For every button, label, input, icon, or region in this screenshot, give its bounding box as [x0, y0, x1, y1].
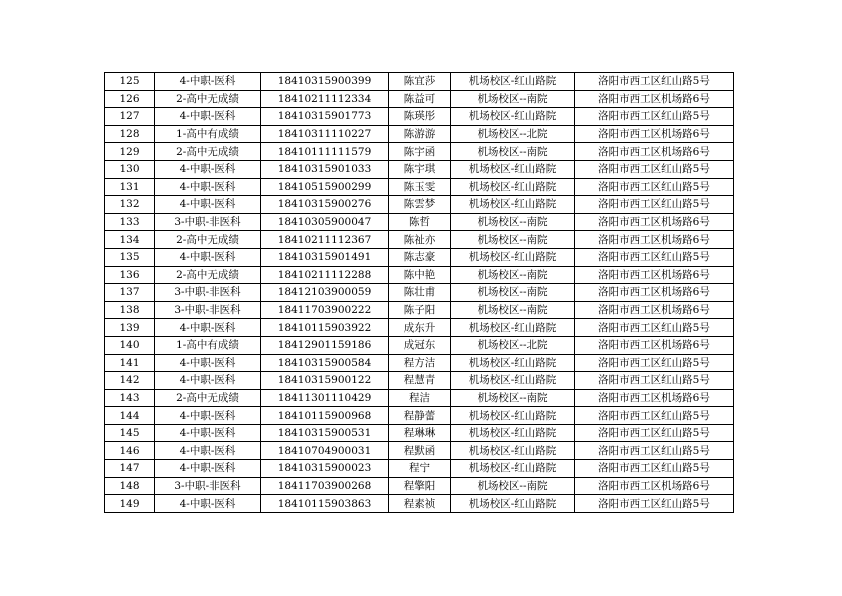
row-number-cell: 134 — [105, 231, 155, 249]
exam-id-cell: 18411301110429 — [261, 389, 389, 407]
table-row — [105, 372, 734, 390]
category-cell: 4-中职-医科 — [155, 178, 261, 196]
campus-cell: 机场校区-红山路院 — [451, 442, 575, 460]
exam-id-cell: 18410315901773 — [261, 108, 389, 126]
exam-id-cell: 18410211112288 — [261, 266, 389, 284]
table-row — [105, 477, 734, 495]
exam-id-cell: 18410305900047 — [261, 213, 389, 231]
student-name-cell: 程默函 — [389, 442, 451, 460]
address-cell: 洛阳市西工区机场路6号 — [575, 213, 734, 231]
category-cell: 2-高中无成绩 — [155, 266, 261, 284]
category-cell: 4-中职-医科 — [155, 108, 261, 126]
row-number-cell: 143 — [105, 389, 155, 407]
row-number-cell: 133 — [105, 213, 155, 231]
campus-cell: 机场校区-红山路院 — [451, 319, 575, 337]
student-name-cell: 陈壮甫 — [389, 284, 451, 302]
campus-cell: 机场校区--北院 — [451, 336, 575, 354]
row-number-cell: 138 — [105, 301, 155, 319]
exam-id-cell: 18410111111579 — [261, 143, 389, 161]
table-row — [105, 231, 734, 249]
campus-cell: 机场校区-红山路院 — [451, 354, 575, 372]
category-cell: 4-中职-医科 — [155, 372, 261, 390]
table-row — [105, 178, 734, 196]
student-name-cell: 陈哲 — [389, 213, 451, 231]
table-row — [105, 319, 734, 337]
campus-cell: 机场校区--南院 — [451, 284, 575, 302]
category-cell: 3-中职-非医科 — [155, 213, 261, 231]
table-row — [105, 284, 734, 302]
table-row — [105, 248, 734, 266]
row-number-cell: 139 — [105, 319, 155, 337]
student-name-cell: 程静蕾 — [389, 407, 451, 425]
campus-cell: 机场校区-红山路院 — [451, 178, 575, 196]
row-number-cell: 148 — [105, 477, 155, 495]
category-cell: 2-高中无成绩 — [155, 90, 261, 108]
address-cell: 洛阳市西工区红山路5号 — [575, 407, 734, 425]
exam-id-cell: 18410315900023 — [261, 460, 389, 478]
category-cell: 4-中职-医科 — [155, 442, 261, 460]
address-cell: 洛阳市西工区机场路6号 — [575, 231, 734, 249]
campus-cell: 机场校区-红山路院 — [451, 248, 575, 266]
table-row — [105, 125, 734, 143]
exam-id-cell: 18410211112367 — [261, 231, 389, 249]
category-cell: 4-中职-医科 — [155, 248, 261, 266]
exam-id-cell: 18410315900276 — [261, 196, 389, 214]
exam-id-cell: 18410115903863 — [261, 495, 389, 513]
campus-cell: 机场校区--北院 — [451, 125, 575, 143]
category-cell: 3-中职-非医科 — [155, 284, 261, 302]
row-number-cell: 129 — [105, 143, 155, 161]
campus-cell: 机场校区-红山路院 — [451, 460, 575, 478]
table-row — [105, 389, 734, 407]
student-name-cell: 陈志豪 — [389, 248, 451, 266]
address-cell: 洛阳市西工区机场路6号 — [575, 90, 734, 108]
campus-cell: 机场校区-红山路院 — [451, 372, 575, 390]
category-cell: 4-中职-医科 — [155, 354, 261, 372]
table-row — [105, 266, 734, 284]
exam-id-cell: 18410311110227 — [261, 125, 389, 143]
row-number-cell: 137 — [105, 284, 155, 302]
table-row — [105, 407, 734, 425]
exam-id-cell: 18410315901033 — [261, 160, 389, 178]
row-number-cell: 144 — [105, 407, 155, 425]
table-row — [105, 196, 734, 214]
exam-id-cell: 18410704900031 — [261, 442, 389, 460]
category-cell: 1-高中有成绩 — [155, 125, 261, 143]
table-row — [105, 301, 734, 319]
campus-cell: 机场校区--南院 — [451, 90, 575, 108]
row-number-cell: 136 — [105, 266, 155, 284]
address-cell: 洛阳市西工区机场路6号 — [575, 143, 734, 161]
address-cell: 洛阳市西工区红山路5号 — [575, 460, 734, 478]
campus-cell: 机场校区-红山路院 — [451, 424, 575, 442]
table-row — [105, 424, 734, 442]
row-number-cell: 125 — [105, 73, 155, 91]
exam-id-cell: 18410315900122 — [261, 372, 389, 390]
campus-cell: 机场校区-红山路院 — [451, 196, 575, 214]
student-roster-table — [104, 72, 734, 513]
row-number-cell: 149 — [105, 495, 155, 513]
address-cell: 洛阳市西工区机场路6号 — [575, 301, 734, 319]
address-cell: 洛阳市西工区红山路5号 — [575, 160, 734, 178]
table-row — [105, 336, 734, 354]
address-cell: 洛阳市西工区机场路6号 — [575, 389, 734, 407]
exam-id-cell: 18412901159186 — [261, 336, 389, 354]
exam-id-cell: 18411703900268 — [261, 477, 389, 495]
category-cell: 2-高中无成绩 — [155, 389, 261, 407]
address-cell: 洛阳市西工区机场路6号 — [575, 125, 734, 143]
student-name-cell: 陈宇函 — [389, 143, 451, 161]
student-name-cell: 程素祯 — [389, 495, 451, 513]
exam-id-cell: 18410115900968 — [261, 407, 389, 425]
row-number-cell: 142 — [105, 372, 155, 390]
table-row — [105, 460, 734, 478]
address-cell: 洛阳市西工区机场路6号 — [575, 266, 734, 284]
address-cell: 洛阳市西工区红山路5号 — [575, 372, 734, 390]
student-name-cell: 陈祉亦 — [389, 231, 451, 249]
table-row — [105, 495, 734, 513]
address-cell: 洛阳市西工区红山路5号 — [575, 178, 734, 196]
campus-cell: 机场校区-红山路院 — [451, 495, 575, 513]
exam-id-cell: 18410315900584 — [261, 354, 389, 372]
exam-id-cell: 18410315900531 — [261, 424, 389, 442]
exam-id-cell: 18410315901491 — [261, 248, 389, 266]
student-name-cell: 陈瑛彤 — [389, 108, 451, 126]
address-cell: 洛阳市西工区红山路5号 — [575, 354, 734, 372]
student-name-cell: 程方洁 — [389, 354, 451, 372]
address-cell: 洛阳市西工区红山路5号 — [575, 196, 734, 214]
campus-cell: 机场校区--南院 — [451, 231, 575, 249]
category-cell: 3-中职-非医科 — [155, 301, 261, 319]
table-row — [105, 73, 734, 91]
campus-cell: 机场校区--南院 — [451, 213, 575, 231]
campus-cell: 机场校区--南院 — [451, 301, 575, 319]
row-number-cell: 130 — [105, 160, 155, 178]
campus-cell: 机场校区-红山路院 — [451, 407, 575, 425]
address-cell: 洛阳市西工区机场路6号 — [575, 336, 734, 354]
row-number-cell: 126 — [105, 90, 155, 108]
student-name-cell: 成东升 — [389, 319, 451, 337]
address-cell: 洛阳市西工区红山路5号 — [575, 73, 734, 91]
table-row — [105, 143, 734, 161]
student-name-cell: 程宁 — [389, 460, 451, 478]
campus-cell: 机场校区--南院 — [451, 477, 575, 495]
address-cell: 洛阳市西工区红山路5号 — [575, 319, 734, 337]
address-cell: 洛阳市西工区机场路6号 — [575, 477, 734, 495]
table-row — [105, 108, 734, 126]
address-cell: 洛阳市西工区红山路5号 — [575, 108, 734, 126]
student-name-cell: 陈宇琪 — [389, 160, 451, 178]
student-name-cell: 程慧青 — [389, 372, 451, 390]
campus-cell: 机场校区--南院 — [451, 266, 575, 284]
category-cell: 4-中职-医科 — [155, 424, 261, 442]
campus-cell: 机场校区-红山路院 — [451, 160, 575, 178]
campus-cell: 机场校区-红山路院 — [451, 73, 575, 91]
student-name-cell: 程擎阳 — [389, 477, 451, 495]
student-name-cell: 程洁 — [389, 389, 451, 407]
exam-id-cell: 18410515900299 — [261, 178, 389, 196]
row-number-cell: 128 — [105, 125, 155, 143]
address-cell: 洛阳市西工区红山路5号 — [575, 442, 734, 460]
student-name-cell: 陈中艳 — [389, 266, 451, 284]
category-cell: 4-中职-医科 — [155, 407, 261, 425]
exam-id-cell: 18410315900399 — [261, 73, 389, 91]
address-cell: 洛阳市西工区红山路5号 — [575, 495, 734, 513]
student-name-cell: 陈宜莎 — [389, 73, 451, 91]
student-name-cell: 陈益可 — [389, 90, 451, 108]
category-cell: 3-中职-非医科 — [155, 477, 261, 495]
category-cell: 1-高中有成绩 — [155, 336, 261, 354]
row-number-cell: 146 — [105, 442, 155, 460]
category-cell: 4-中职-医科 — [155, 495, 261, 513]
student-name-cell: 成冠东 — [389, 336, 451, 354]
row-number-cell: 141 — [105, 354, 155, 372]
category-cell: 2-高中无成绩 — [155, 231, 261, 249]
row-number-cell: 132 — [105, 196, 155, 214]
exam-id-cell: 18410115903922 — [261, 319, 389, 337]
student-name-cell: 陈游游 — [389, 125, 451, 143]
table-row — [105, 90, 734, 108]
exam-id-cell: 18411703900222 — [261, 301, 389, 319]
roster-body — [105, 73, 734, 513]
row-number-cell: 147 — [105, 460, 155, 478]
category-cell: 4-中职-医科 — [155, 73, 261, 91]
category-cell: 4-中职-医科 — [155, 196, 261, 214]
row-number-cell: 131 — [105, 178, 155, 196]
student-name-cell: 陈玉雯 — [389, 178, 451, 196]
exam-id-cell: 18412103900059 — [261, 284, 389, 302]
address-cell: 洛阳市西工区红山路5号 — [575, 248, 734, 266]
exam-id-cell: 18410211112334 — [261, 90, 389, 108]
table-row — [105, 354, 734, 372]
table-row — [105, 442, 734, 460]
table-row — [105, 213, 734, 231]
category-cell: 2-高中无成绩 — [155, 143, 261, 161]
campus-cell: 机场校区--南院 — [451, 389, 575, 407]
category-cell: 4-中职-医科 — [155, 160, 261, 178]
address-cell: 洛阳市西工区机场路6号 — [575, 284, 734, 302]
campus-cell: 机场校区-红山路院 — [451, 108, 575, 126]
row-number-cell: 127 — [105, 108, 155, 126]
student-name-cell: 陈雲梦 — [389, 196, 451, 214]
category-cell: 4-中职-医科 — [155, 460, 261, 478]
row-number-cell: 145 — [105, 424, 155, 442]
student-name-cell: 陈子阳 — [389, 301, 451, 319]
category-cell: 4-中职-医科 — [155, 319, 261, 337]
address-cell: 洛阳市西工区红山路5号 — [575, 424, 734, 442]
student-name-cell: 程琳琳 — [389, 424, 451, 442]
table-row — [105, 160, 734, 178]
row-number-cell: 140 — [105, 336, 155, 354]
campus-cell: 机场校区--南院 — [451, 143, 575, 161]
row-number-cell: 135 — [105, 248, 155, 266]
